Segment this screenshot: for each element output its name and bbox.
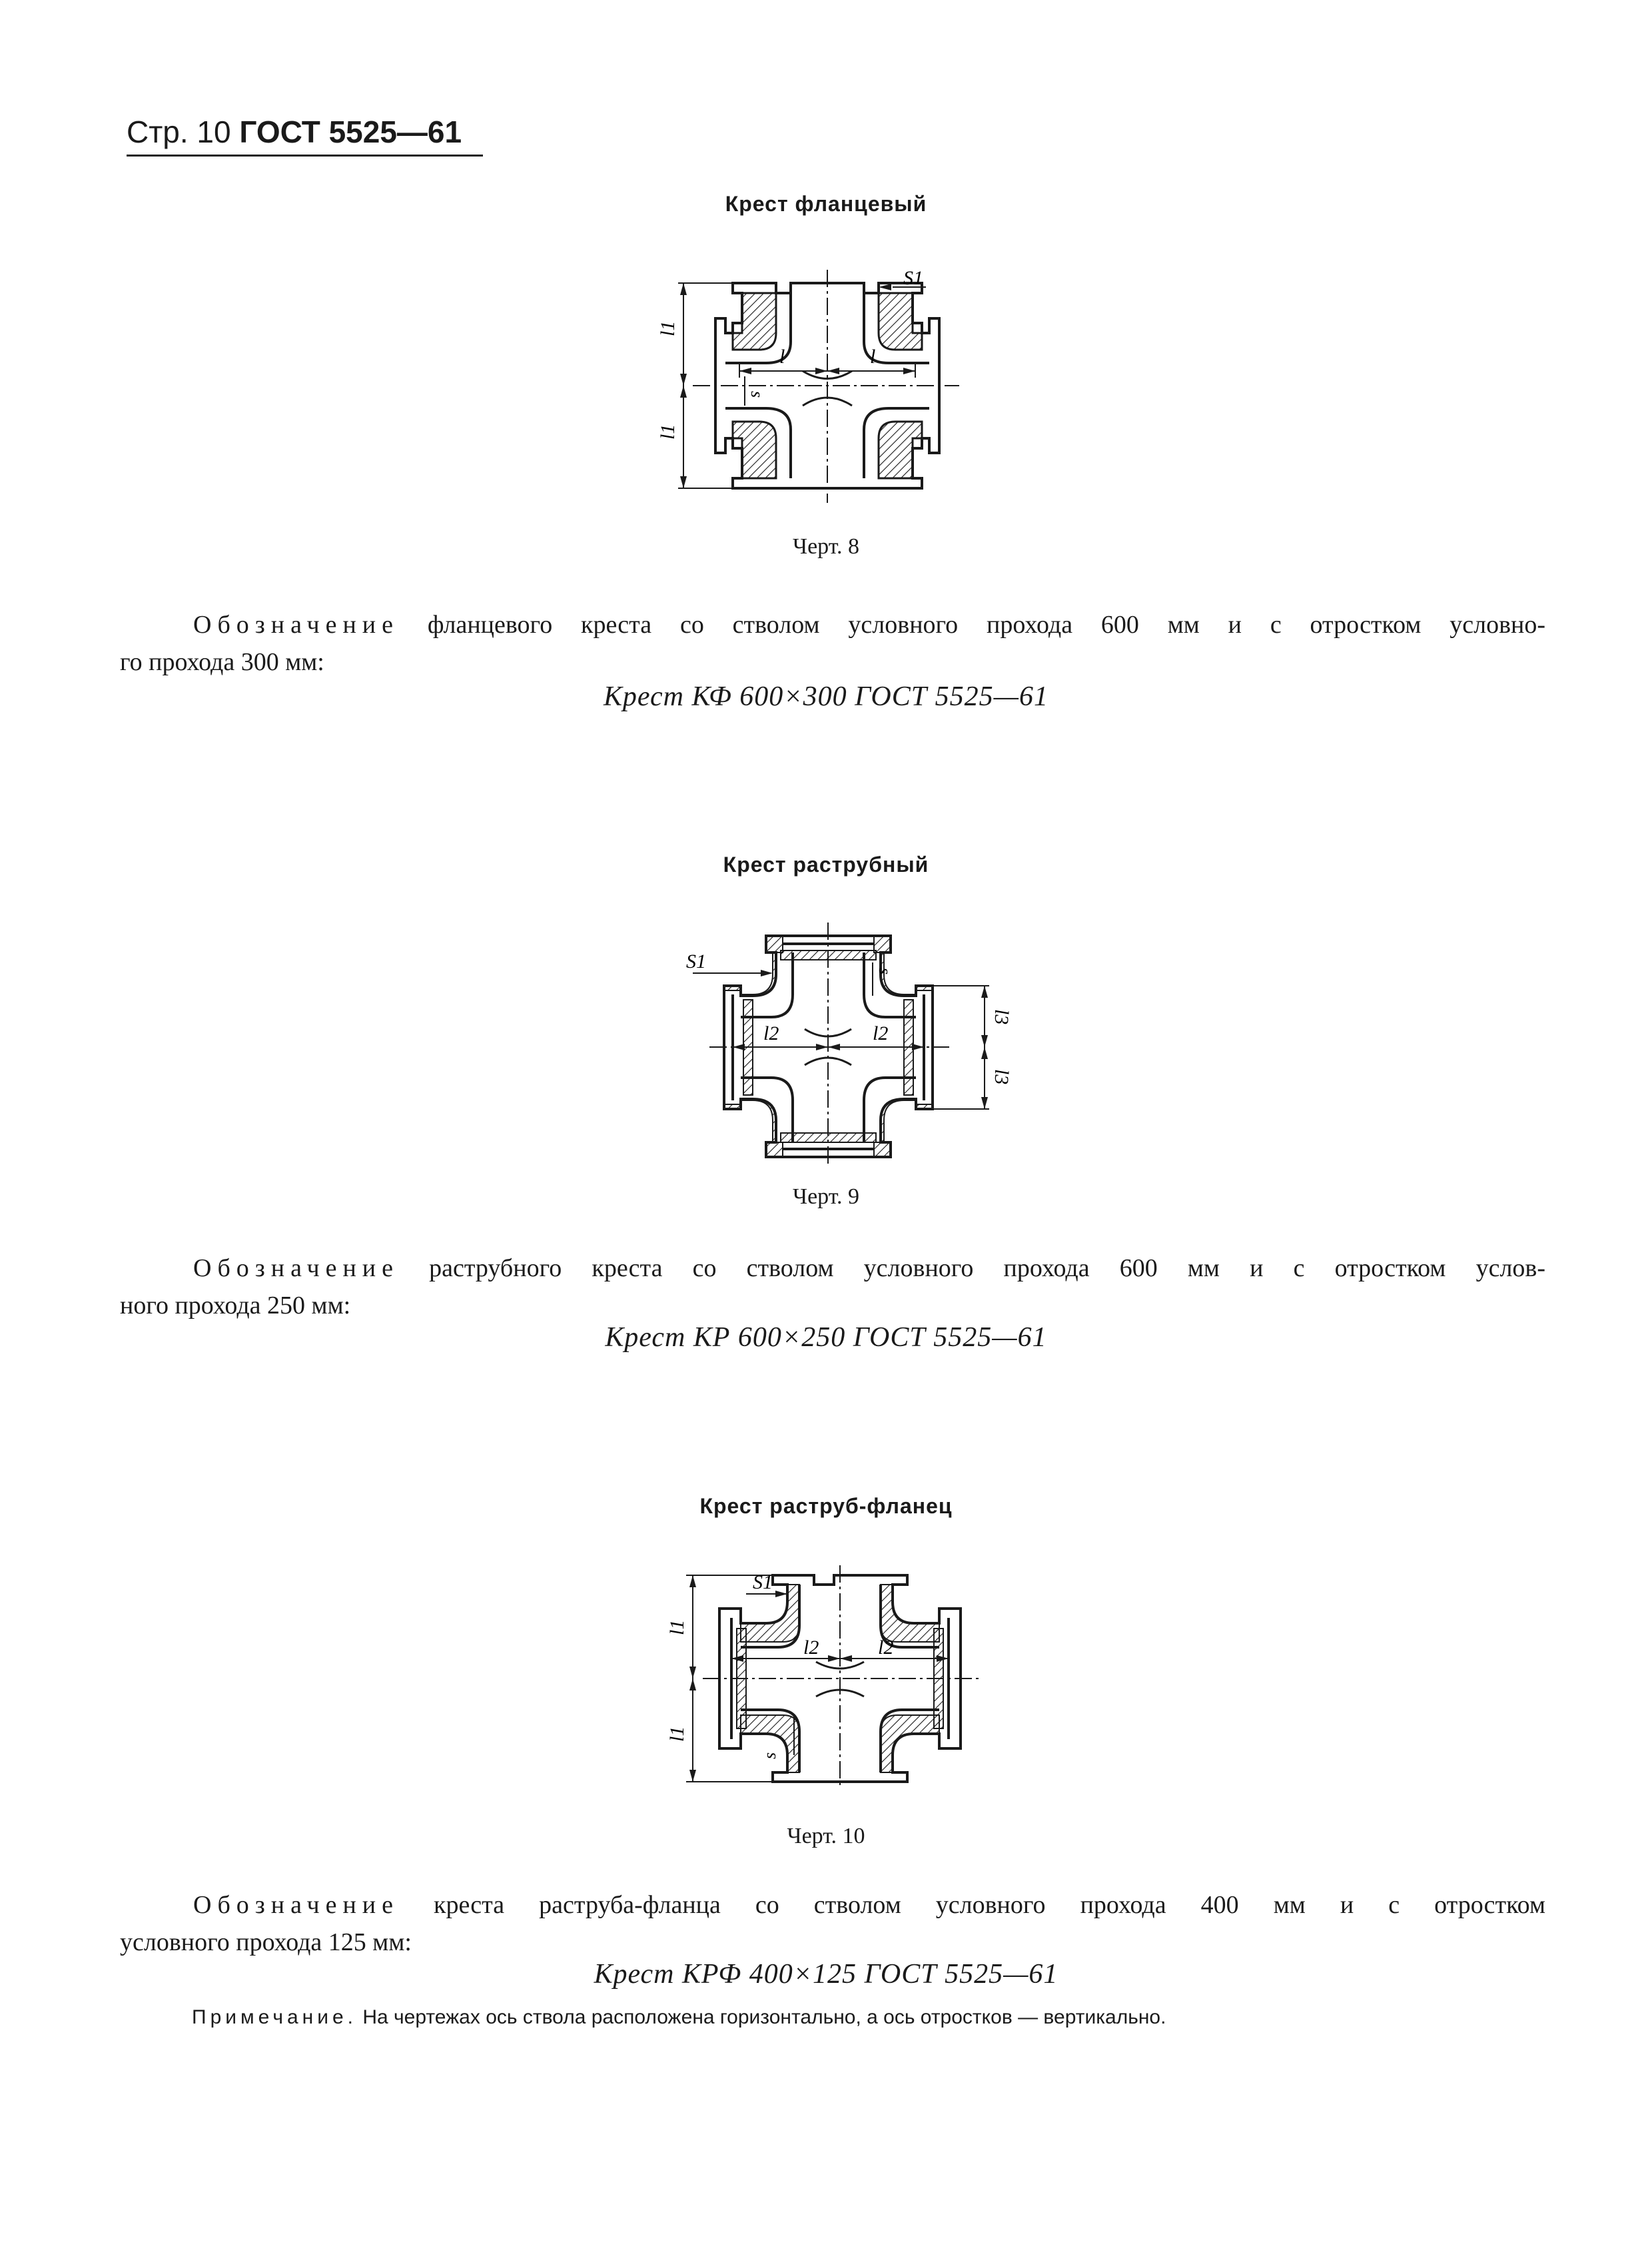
page-header xyxy=(127,112,483,152)
dim-l1-bottom: l1 xyxy=(657,424,679,440)
dim-l2-right: l2 xyxy=(878,1637,894,1659)
para-line1: фланцевого креста со стволом условного прохода 600 мм и с отростком условно- xyxy=(427,611,1545,639)
dim-s1: S1 xyxy=(903,267,923,289)
para-line1: креста раструба-фланца со стволом условного прохода 400 мм и с отростком xyxy=(434,1891,1545,1919)
paragraph-socket-flange xyxy=(120,1886,1545,1961)
section-title-socket-flange: Крест раструб-фланец xyxy=(699,1494,953,1518)
dim-l2-right: l2 xyxy=(873,1022,889,1044)
dim-l1-top: l1 xyxy=(657,320,679,336)
dim-l-left: l xyxy=(779,346,785,368)
page-number: Стр. 10 xyxy=(127,115,231,149)
para-lead: Обозначение xyxy=(193,1891,399,1919)
drawing-10 xyxy=(666,1562,986,1788)
note-text: На чертежах ось ствола расположена горизонтально, а ось отростков — вертикально. xyxy=(362,2006,1166,2028)
drawing-9 xyxy=(666,916,1013,1169)
cross-socket-flange-drawing xyxy=(666,1562,986,1788)
section-title-socket: Крест раструбный xyxy=(723,853,929,877)
dim-s: s xyxy=(760,1752,779,1759)
dim-l3-bottom: l3 xyxy=(991,1069,1013,1085)
para-line2: условного прохода 125 мм: xyxy=(120,1928,412,1956)
dim-l2-left: l2 xyxy=(763,1022,779,1044)
section-title-flanged: Крест фланцевый xyxy=(725,192,927,216)
dim-s: s xyxy=(875,968,895,975)
paragraph-socket xyxy=(120,1250,1545,1324)
designation-flanged: Крест КФ 600×300 ГОСТ 5525—61 xyxy=(604,681,1048,712)
cross-flanged-drawing xyxy=(657,263,986,516)
paragraph-flanged xyxy=(120,606,1545,681)
note-label: Примечание. xyxy=(192,2006,357,2028)
para-line2: го прохода 300 мм: xyxy=(120,648,324,676)
standard-number: ГОСТ 5525—61 xyxy=(239,115,462,149)
dim-l1-bottom: l1 xyxy=(666,1726,688,1742)
dim-l3-top: l3 xyxy=(991,1009,1013,1025)
dim-l2-left: l2 xyxy=(803,1637,819,1659)
para-lead: Обозначение xyxy=(193,611,399,639)
dim-s1: S1 xyxy=(753,1571,773,1593)
caption-drawing-9: Черт. 9 xyxy=(792,1184,860,1209)
dim-l-right: l xyxy=(870,346,876,368)
caption-drawing-8: Черт. 8 xyxy=(792,534,860,559)
designation-socket-flange: Крест КРФ 400×125 ГОСТ 5525—61 xyxy=(594,1959,1058,1990)
para-line1: раструбного креста со стволом условного прохода 600 мм и с отростком услов- xyxy=(429,1254,1545,1282)
para-lead: Обозначение xyxy=(193,1254,399,1282)
dim-l1-top: l1 xyxy=(666,1619,688,1635)
dim-s1: S1 xyxy=(686,950,706,972)
note xyxy=(192,2006,1591,2029)
para-line2: ного прохода 250 мм: xyxy=(120,1292,351,1319)
designation-socket: Крест КР 600×250 ГОСТ 5525—61 xyxy=(605,1322,1047,1353)
cross-socket-drawing xyxy=(666,916,1013,1169)
dim-s: s xyxy=(747,391,767,398)
header-rule xyxy=(127,155,483,157)
drawing-8 xyxy=(657,263,986,516)
caption-drawing-10: Черт. 10 xyxy=(787,1824,865,1848)
